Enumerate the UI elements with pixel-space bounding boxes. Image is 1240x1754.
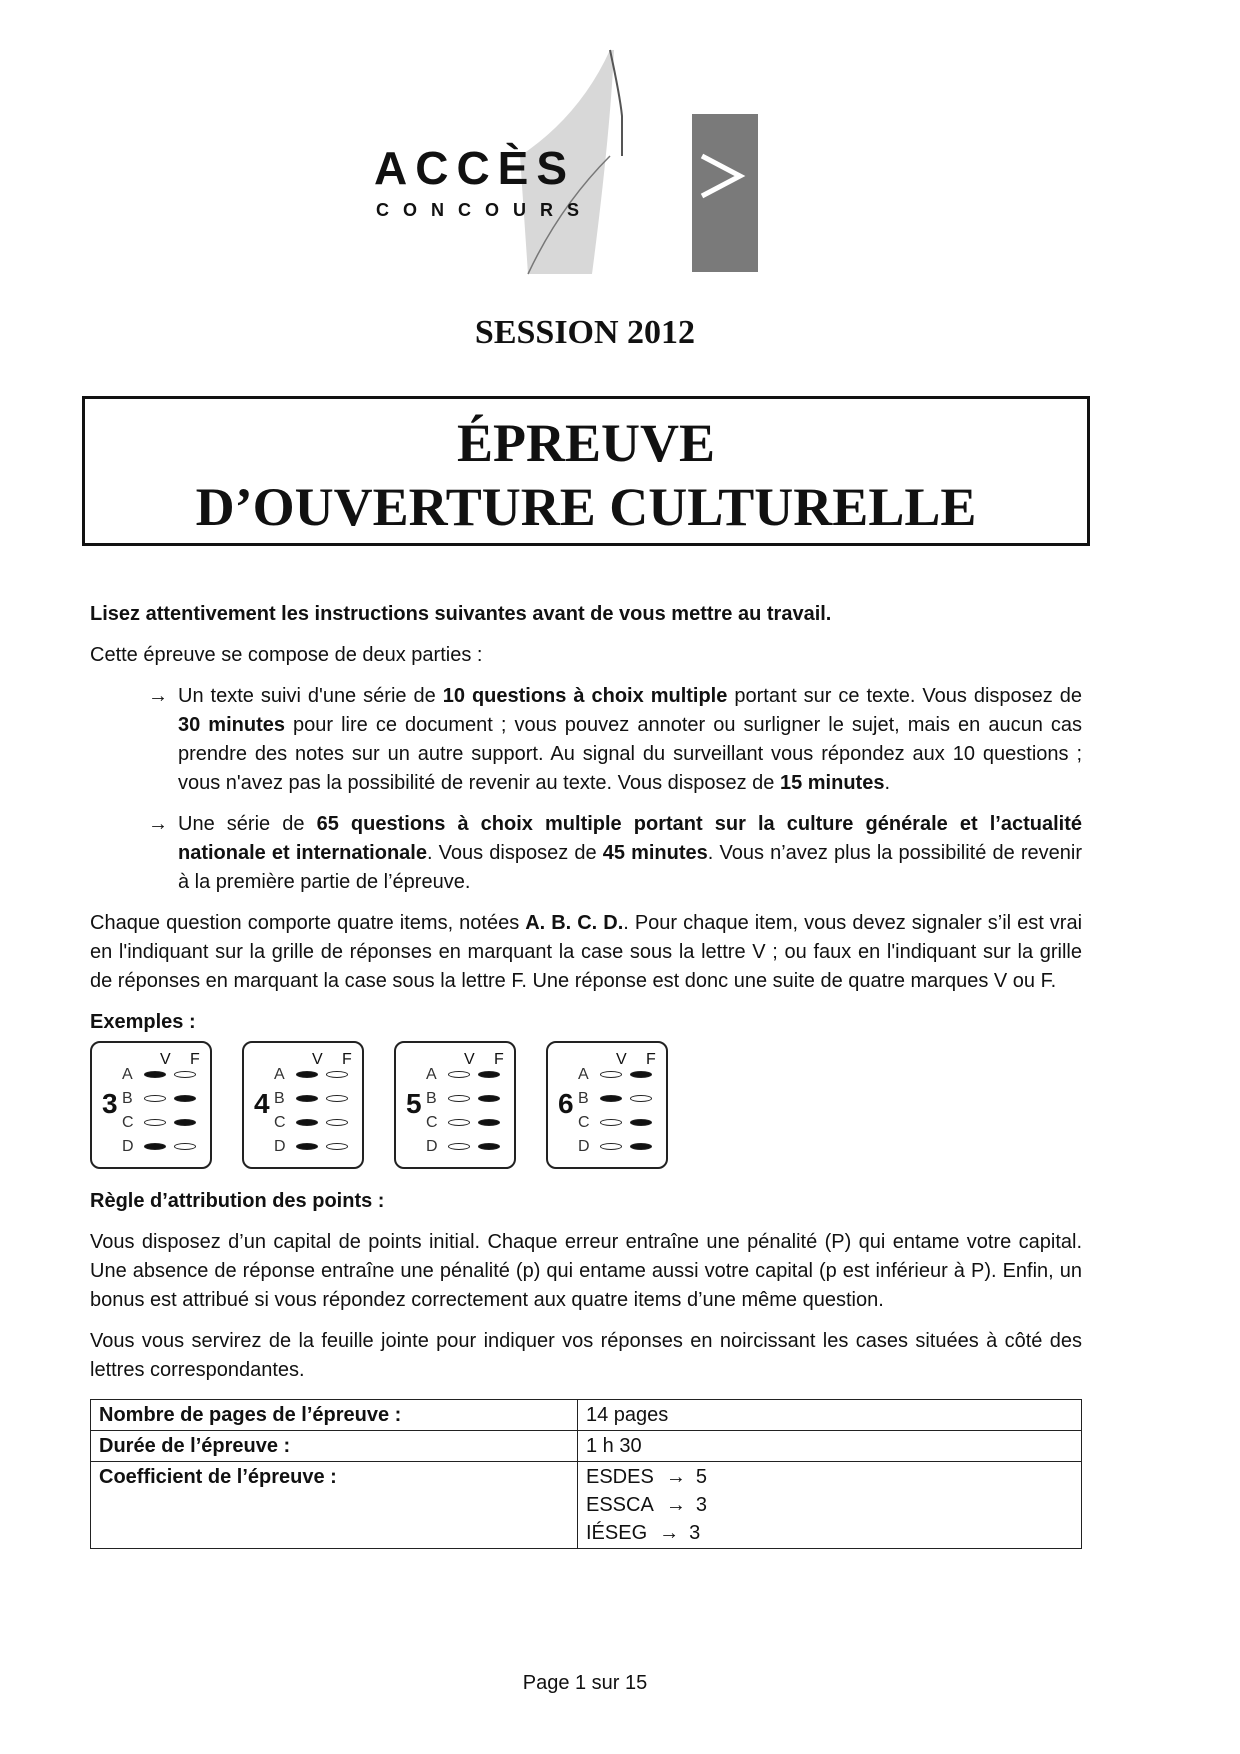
answer-oval-f <box>478 1143 500 1150</box>
logo-word-concours: CONCOURS <box>376 200 594 220</box>
answer-oval-v <box>144 1119 166 1126</box>
answer-oval-v <box>296 1095 318 1102</box>
example-f-label: F <box>494 1051 504 1068</box>
example-item-letter: D <box>122 1138 134 1155</box>
example-row <box>122 1111 212 1135</box>
answer-oval-f <box>478 1071 500 1078</box>
example-item-letter: B <box>122 1090 133 1107</box>
items-paragraph: Chaque question comporte quatre items, notées A. B. C. D.. Pour chaque item, vous devez signaler s’il est vrai en l'indiquant sur la grille de réponses en marquant la case sous la lettre V ; ou faux en l'indiquant sur la grille de réponses en marquant la case sous la lettre F. Une réponse est donc une suite de quatre marques V ou F. <box>90 912 1083 992</box>
exam-title-line1: ÉPREUVE <box>456 413 716 473</box>
example-number: 6 <box>558 1088 574 1119</box>
answer-oval-f <box>478 1095 500 1102</box>
example-f-label: F <box>190 1051 200 1068</box>
coef-line: ESSCA → 3 <box>586 1491 1073 1519</box>
coef-line: IÉSEG → 3 <box>586 1519 1073 1547</box>
duration-value: 1 h 30 <box>578 1431 1082 1462</box>
logo-word-acces: ACCÈS <box>374 142 576 194</box>
answer-oval-v <box>144 1071 166 1078</box>
answer-oval-f <box>174 1143 196 1150</box>
example-row <box>274 1111 364 1135</box>
example-row <box>578 1111 668 1135</box>
example-card <box>242 1041 364 1169</box>
example-item-letter: C <box>426 1114 438 1131</box>
example-row <box>274 1063 364 1087</box>
example-card <box>546 1041 668 1169</box>
example-row <box>426 1063 516 1087</box>
table-row <box>91 1462 1082 1549</box>
exam-title-line2: D’OUVERTURE CULTURELLE <box>195 477 977 537</box>
coef-line: ESDES → 5 <box>586 1463 1073 1491</box>
arrow-right-icon: → <box>148 685 168 707</box>
instructions-heading: Lisez attentivement les instructions suivantes avant de vous mettre au travail. <box>90 603 832 625</box>
example-item-letter: B <box>578 1090 589 1107</box>
example-item-letter: D <box>578 1138 590 1155</box>
example-row <box>426 1111 516 1135</box>
example-item-letter: A <box>578 1066 589 1083</box>
answer-oval-v <box>296 1143 318 1150</box>
example-v-label: V <box>464 1051 475 1068</box>
answer-oval-f <box>326 1095 348 1102</box>
table-row <box>91 1431 1082 1462</box>
example-card <box>90 1041 212 1169</box>
examples-row <box>90 1041 1082 1171</box>
example-row <box>274 1087 364 1111</box>
arrow-right-icon: → <box>665 1494 686 1516</box>
answer-oval-v <box>448 1095 470 1102</box>
arrow-right-icon: → <box>659 1522 680 1544</box>
example-f-label: F <box>646 1051 656 1068</box>
answer-oval-f <box>174 1119 196 1126</box>
example-row <box>426 1135 516 1159</box>
page-number: Page 1 sur 15 <box>522 1672 648 1694</box>
instructions-content <box>90 600 1082 1549</box>
logo-gray-block <box>692 114 758 272</box>
exam-info-table <box>90 1399 1082 1549</box>
rule-heading: Règle d’attribution des points : <box>90 1190 385 1212</box>
answer-oval-v <box>600 1071 622 1078</box>
example-item-letter: A <box>122 1066 133 1083</box>
example-row <box>578 1063 668 1087</box>
answer-oval-f <box>326 1071 348 1078</box>
answer-oval-v <box>600 1095 622 1102</box>
example-row <box>578 1135 668 1159</box>
example-row <box>122 1135 212 1159</box>
example-row <box>578 1087 668 1111</box>
acces-concours-logo <box>374 56 760 274</box>
table-row <box>91 1400 1082 1431</box>
answer-sheet-paragraph: Vous vous servirez de la feuille jointe pour indiquer vos réponses en noircissant les cases situées à côté des lettres correspondantes. <box>90 1330 1082 1381</box>
exam-title-box <box>82 396 1090 546</box>
example-card <box>394 1041 516 1169</box>
answer-oval-v <box>448 1119 470 1126</box>
answer-oval-f <box>478 1119 500 1126</box>
examples-heading: Exemples : <box>90 1011 196 1033</box>
example-item-letter: D <box>426 1138 438 1155</box>
example-row <box>122 1087 212 1111</box>
example-number: 5 <box>406 1088 422 1119</box>
answer-oval-f <box>326 1119 348 1126</box>
example-number: 4 <box>254 1088 270 1119</box>
example-item-letter: D <box>274 1138 286 1155</box>
answer-oval-f <box>630 1071 652 1078</box>
example-row <box>122 1063 212 1087</box>
arrow-right-icon: → <box>665 1466 686 1488</box>
example-row <box>426 1087 516 1111</box>
answer-oval-v <box>600 1119 622 1126</box>
answer-oval-f <box>174 1095 196 1102</box>
example-item-letter: C <box>274 1114 286 1131</box>
example-item-letter: A <box>426 1066 437 1083</box>
answer-oval-f <box>630 1119 652 1126</box>
duration-label: Durée de l’épreuve : <box>91 1431 578 1462</box>
example-row <box>274 1135 364 1159</box>
example-item-letter: B <box>426 1090 437 1107</box>
example-item-letter: B <box>274 1090 285 1107</box>
coef-values <box>578 1462 1082 1549</box>
part-two-bullet: → Une série de 65 questions à choix multiple portant sur la culture générale et l’actualité nationale et internationale. Vous disposez de 45 minutes. Vous n’avez plus la possibilité de revenir à la première partie de l’épreuve. <box>90 810 1082 897</box>
answer-oval-v <box>600 1143 622 1150</box>
answer-oval-f <box>630 1143 652 1150</box>
answer-oval-f <box>174 1071 196 1078</box>
intro-text: Cette épreuve se compose de deux parties : <box>90 644 483 666</box>
session-year: SESSION 2012 <box>474 314 696 351</box>
example-item-letter: C <box>578 1114 590 1131</box>
example-f-label: F <box>342 1051 352 1068</box>
answer-oval-v <box>296 1119 318 1126</box>
example-item-letter: A <box>274 1066 285 1083</box>
answer-oval-v <box>448 1143 470 1150</box>
answer-oval-f <box>630 1095 652 1102</box>
answer-oval-v <box>296 1071 318 1078</box>
example-v-label: V <box>312 1051 323 1068</box>
pages-label: Nombre de pages de l’épreuve : <box>91 1400 578 1431</box>
answer-oval-v <box>448 1071 470 1078</box>
example-number: 3 <box>102 1088 118 1119</box>
answer-oval-v <box>144 1143 166 1150</box>
coef-label: Coefficient de l’épreuve : <box>91 1462 578 1549</box>
example-item-letter: C <box>122 1114 134 1131</box>
arrow-right-icon: → <box>148 813 168 835</box>
answer-oval-f <box>326 1143 348 1150</box>
example-v-label: V <box>160 1051 171 1068</box>
rule-paragraph: Vous disposez d’un capital de points initial. Chaque erreur entraîne une pénalité (P) qui entame votre capital. Une absence de réponse entraîne une pénalité (p) qui entame aussi votre capital (p est inférieur à P). Enfin, un bonus est attribué si vous répondez correctement aux quatre items d’une même question. <box>90 1231 1082 1311</box>
example-v-label: V <box>616 1051 627 1068</box>
answer-oval-v <box>144 1095 166 1102</box>
pages-value: 14 pages <box>578 1400 1082 1431</box>
part-one-bullet: → Un texte suivi d'une série de 10 questions à choix multiple portant sur ce texte. Vous disposez de 30 minutes pour lire ce document ; vous pouvez annoter ou surligner le sujet, mais en aucun cas prendre des notes sur un autre support. Au signal du surveillant vous répondez aux 10 questions ; vous n'avez pas la possibilité de revenir au texte. Vous disposez de 15 minutes. <box>90 682 1082 798</box>
